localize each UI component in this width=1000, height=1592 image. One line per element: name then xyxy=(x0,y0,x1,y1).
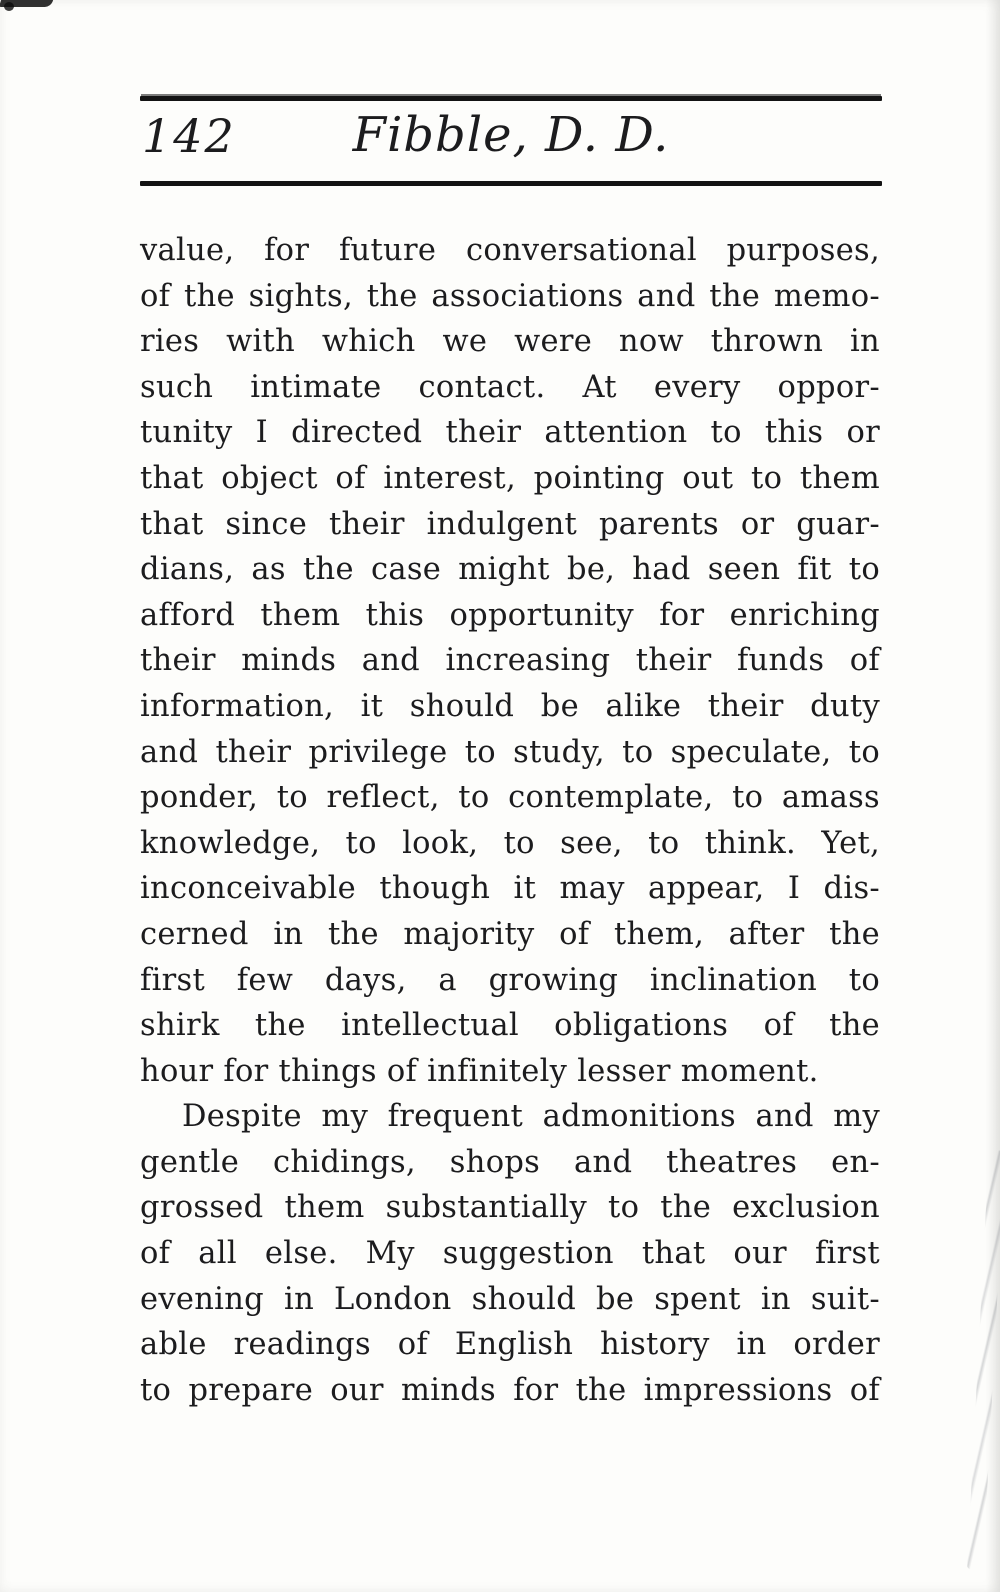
running-header xyxy=(140,96,882,186)
page-body xyxy=(140,228,880,1413)
text-line: and their privilege to study, to speculate, to xyxy=(140,734,880,770)
text-line: afford them this opportunity for enriching xyxy=(140,597,880,633)
text-line: hour for things of infinitely lesser moment. xyxy=(140,1053,819,1089)
text-line: of all else. My suggestion that our first xyxy=(140,1236,880,1272)
text-line: first few days, a growing inclination to xyxy=(140,962,880,998)
text-line: such intimate contact. At every oppor- xyxy=(140,369,880,405)
text-line: gentle chidings, shops and theatres en- xyxy=(140,1144,880,1180)
header-bottom-rule xyxy=(140,181,882,186)
text-line: ponder, to reflect, to contemplate, to amass xyxy=(140,780,880,816)
text-line: knowledge, to look, to see, to think. Yet, xyxy=(140,825,880,861)
text-line: tunity I directed their attention to this or xyxy=(140,415,880,451)
text-line: inconceivable though it may appear, I dis- xyxy=(140,871,880,907)
text-line: to prepare our minds for the impressions of xyxy=(140,1372,880,1408)
text-line: grossed them substantially to the exclusion xyxy=(140,1190,880,1226)
text-line: that object of interest, pointing out to them xyxy=(140,460,880,496)
text-line: their minds and increasing their funds of xyxy=(140,643,880,679)
text-line: evening in London should be spent in suit- xyxy=(140,1281,880,1317)
page-number: 142 xyxy=(142,109,236,163)
text-line: cerned in the majority of them, after the xyxy=(140,916,880,952)
text-line: ries with which we were now thrown in xyxy=(140,324,880,360)
text-line: value, for future conversational purposes, xyxy=(140,233,880,268)
header-row xyxy=(140,101,882,181)
text-line: able readings of English history in order xyxy=(140,1327,880,1363)
text-line: information, it should be alike their duty xyxy=(140,688,880,724)
text-line: dians, as the case might be, had seen fit to xyxy=(140,552,880,588)
scan-smudge-dot xyxy=(4,2,14,11)
header-title: Fibble, D. D. xyxy=(352,107,670,163)
text-line: that since their indulgent parents or guar- xyxy=(140,506,880,542)
text-line: Despite my frequent admonitions and my xyxy=(182,1099,880,1135)
text-line: shirk the intellectual obligations of the xyxy=(140,1008,880,1044)
text-line: of the sights, the associations and the memo- xyxy=(140,278,880,314)
